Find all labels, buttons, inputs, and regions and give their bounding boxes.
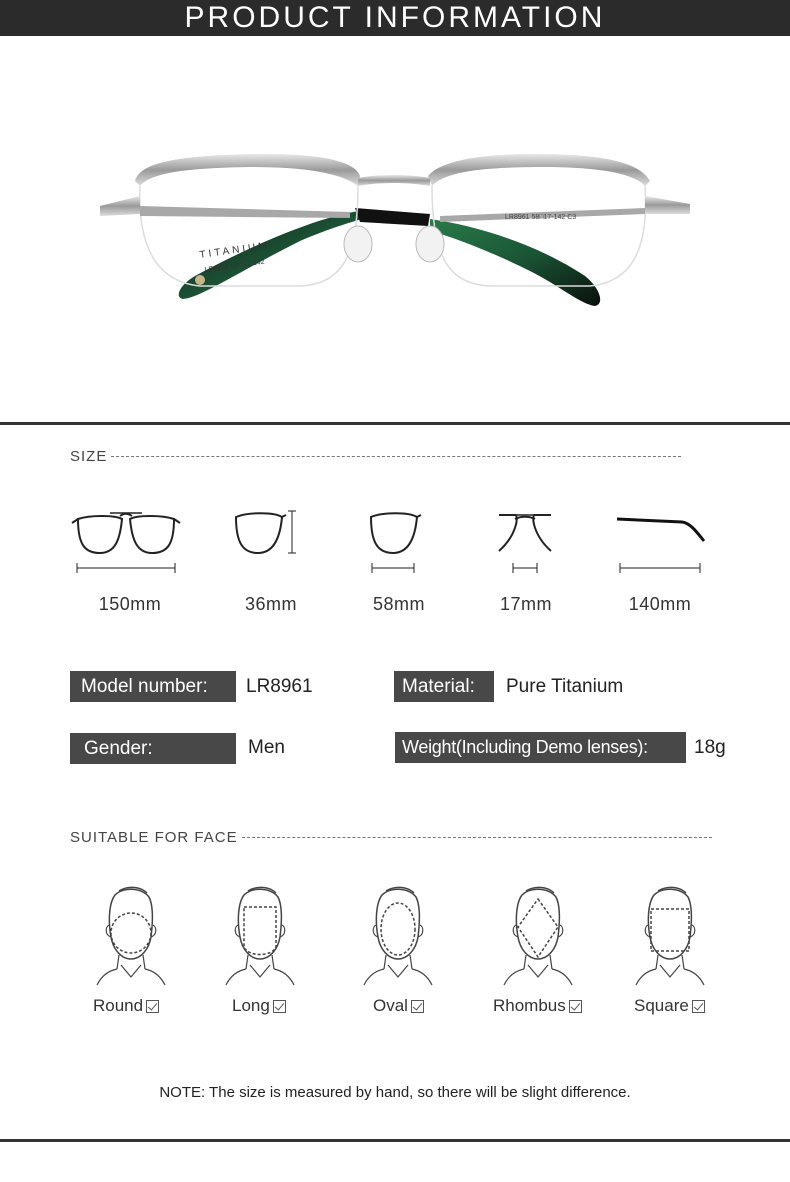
round-face-icon — [95, 885, 167, 989]
face-label-rhombus — [493, 996, 582, 1016]
measurement-note: NOTE: The size is measured by hand, so there will be slight difference. — [159, 1084, 631, 1101]
size-value-lens-width: 58mm — [372, 594, 425, 614]
model-number-value: LR8961 — [246, 676, 313, 697]
face-label-round-text: Round — [93, 996, 144, 1015]
long-face-icon — [224, 885, 296, 989]
square-face-icon — [634, 885, 706, 989]
size-value-temple-length: 140mm — [628, 594, 692, 614]
size-value-lens-height: 36mm — [244, 594, 297, 614]
oval-face-icon — [362, 885, 434, 989]
checkbox-icon — [273, 1000, 286, 1013]
checkbox-icon — [569, 1000, 582, 1013]
face-label-oval-text: Oval — [373, 996, 408, 1015]
face-label-oval — [373, 996, 424, 1016]
checkbox-icon — [411, 1000, 424, 1013]
material-label: Material: — [394, 671, 494, 702]
size-section-label — [70, 448, 681, 465]
product-photo — [0, 36, 790, 422]
frame-rim-right — [428, 154, 650, 186]
face-label-rhombus-text: Rhombus — [493, 996, 566, 1015]
temple-length-icon — [612, 505, 712, 580]
nose-pad-right — [416, 226, 444, 262]
size-value-bridge-width: 17mm — [499, 594, 552, 614]
size-label-text: SIZE — [70, 448, 108, 465]
weight-label: Weight(Including Demo lenses): — [395, 732, 686, 763]
face-label-long-text: Long — [232, 996, 270, 1015]
material-value: Pure Titanium — [506, 676, 624, 697]
frame-bridge — [358, 175, 430, 186]
checkbox-icon — [692, 1000, 705, 1013]
bridge-width-icon — [495, 505, 555, 580]
face-label-square — [634, 996, 705, 1016]
divider-bottom — [0, 1139, 790, 1142]
temple-arm-left — [100, 196, 140, 216]
checkbox-icon — [146, 1000, 159, 1013]
page-title: PRODUCT INFORMATION — [184, 1, 606, 34]
temple-arm-right — [645, 196, 690, 214]
frame-total-width-icon — [70, 505, 185, 580]
face-label-long — [232, 996, 286, 1016]
header-bar — [0, 0, 790, 36]
face-section-label — [70, 829, 712, 846]
lens-height-icon — [230, 505, 300, 565]
frame-rim-left — [135, 154, 360, 186]
divider-top — [0, 422, 790, 425]
gender-value: Men — [248, 737, 285, 758]
rhombus-face-icon — [502, 885, 574, 989]
weight-value: 18g — [694, 737, 726, 758]
gender-label: Gender: — [70, 733, 236, 764]
size-value-frame-width: 150mm — [98, 594, 162, 614]
size-dash-line — [111, 456, 681, 457]
temple-size-text: LR8961 58□17-142 — [204, 258, 265, 274]
model-number-label: Model number: — [70, 671, 236, 702]
lens-width-icon — [365, 505, 425, 580]
face-label-round — [93, 996, 159, 1016]
temple-brand-text: TITANIUM — [198, 240, 271, 261]
temple-right-text: LR8961 58□17-142 C3 — [505, 214, 577, 221]
face-label-text: SUITABLE FOR FACE — [70, 829, 238, 846]
face-label-square-text: Square — [634, 996, 689, 1015]
nose-pad-left — [344, 226, 372, 262]
temple-tip-right — [430, 219, 600, 306]
face-dash-line — [242, 837, 712, 838]
